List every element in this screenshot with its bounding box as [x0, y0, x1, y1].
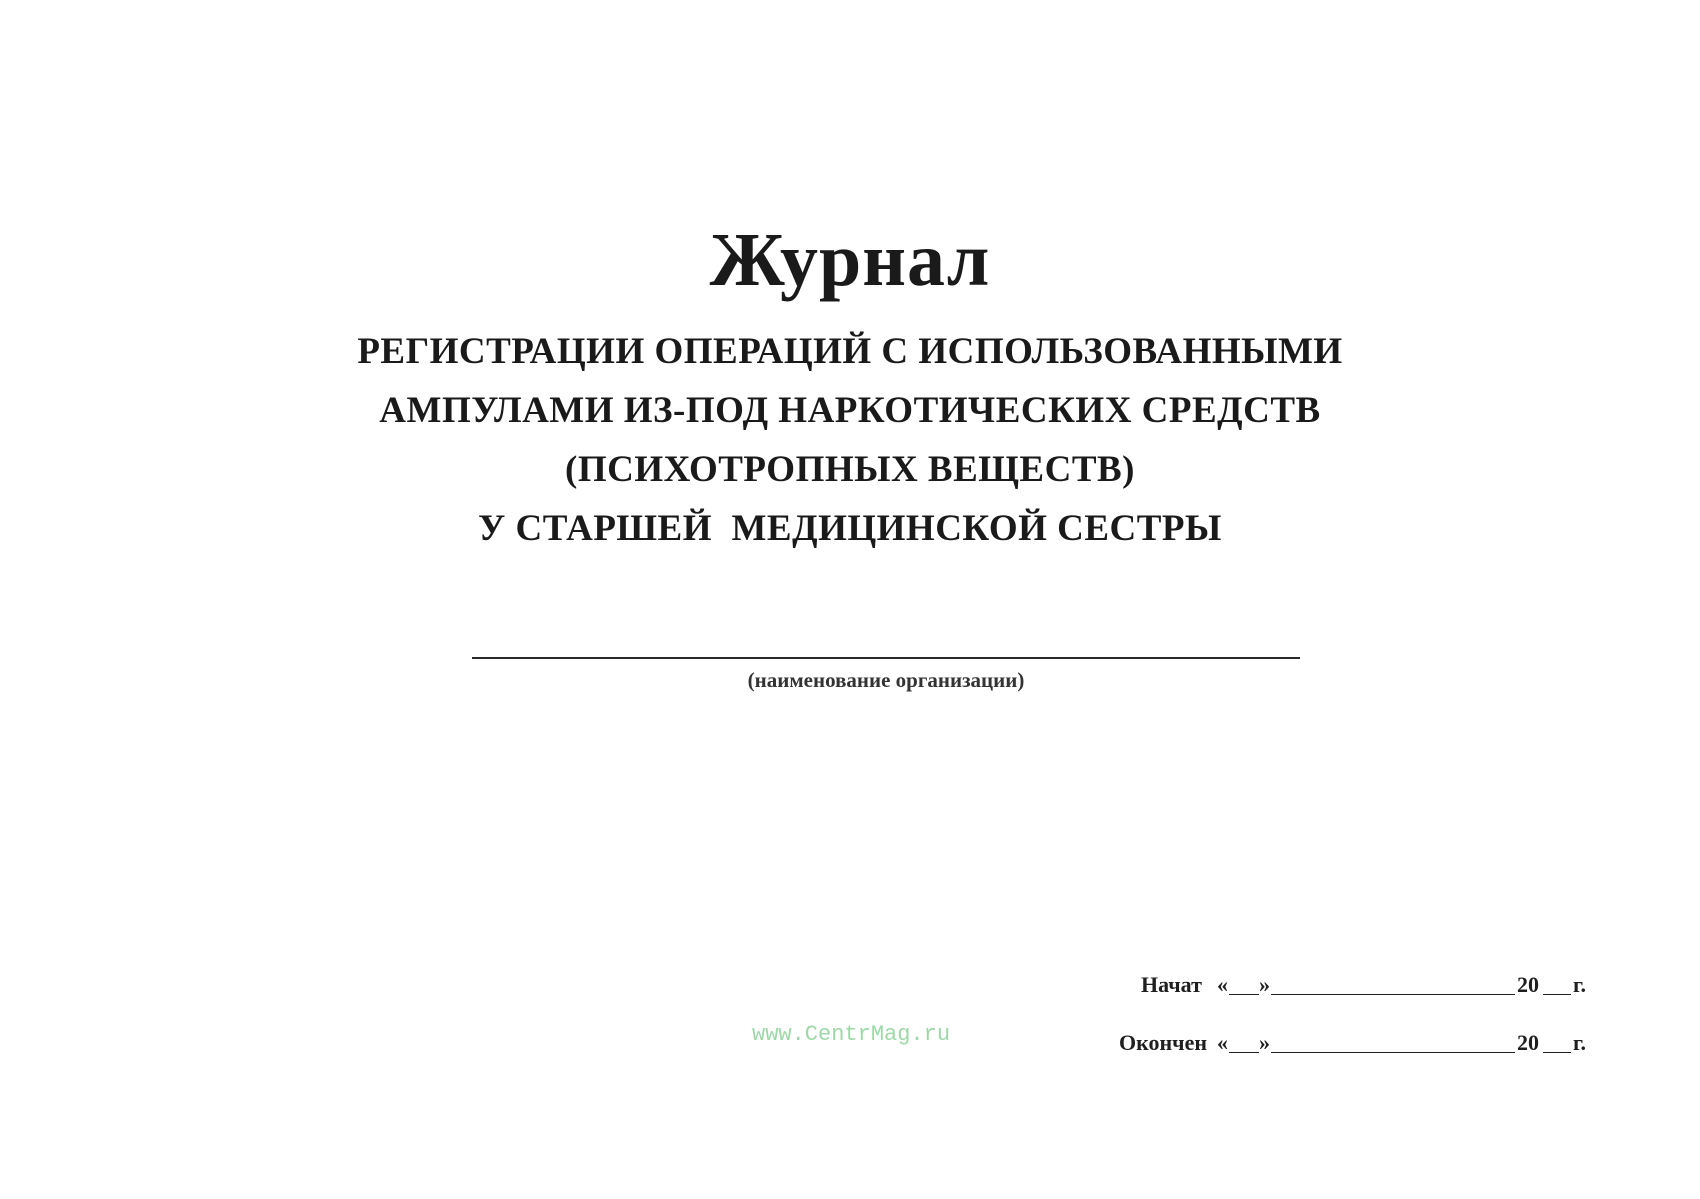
finished-date-row — [0, 1030, 1700, 1060]
organization-caption: (наименование организации) — [747, 668, 1025, 692]
finished-label: Окончен — [1119, 1030, 1208, 1055]
organization-name-line — [472, 657, 1300, 659]
day-blank — [1229, 994, 1259, 995]
year-prefix: 20 — [1517, 1030, 1539, 1055]
quote-close: » — [1259, 972, 1270, 997]
quote-open: « — [1217, 1030, 1228, 1055]
subtitle-line-2: АМПУЛАМИ ИЗ-ПОД НАРКОТИЧЕСКИХ СРЕДСТВ — [379, 390, 1321, 431]
year-suffix: г. — [1573, 1030, 1587, 1055]
quote-open: « — [1217, 972, 1228, 997]
started-date-row — [0, 972, 1700, 1002]
year-prefix: 20 — [1517, 972, 1539, 997]
journal-title: Журнал — [709, 218, 991, 302]
started-label: Начат — [1141, 972, 1202, 997]
month-blank — [1271, 1052, 1515, 1053]
year-suffix: г. — [1573, 972, 1587, 997]
day-blank — [1229, 1052, 1259, 1053]
subtitle-line-4: У СТАРШЕЙ МЕДИЦИНСКОЙ СЕСТРЫ — [478, 508, 1222, 549]
year-blank — [1543, 1052, 1571, 1053]
subtitle-line-1: РЕГИСТРАЦИИ ОПЕРАЦИЙ С ИСПОЛЬЗОВАННЫМИ — [357, 331, 1343, 372]
year-blank — [1543, 994, 1571, 995]
watermark: www.CentrMag.ru — [752, 1022, 951, 1047]
quote-close: » — [1259, 1030, 1270, 1055]
month-blank — [1271, 994, 1515, 995]
subtitle-line-3: (ПСИХОТРОПНЫХ ВЕЩЕСТВ) — [565, 449, 1135, 490]
